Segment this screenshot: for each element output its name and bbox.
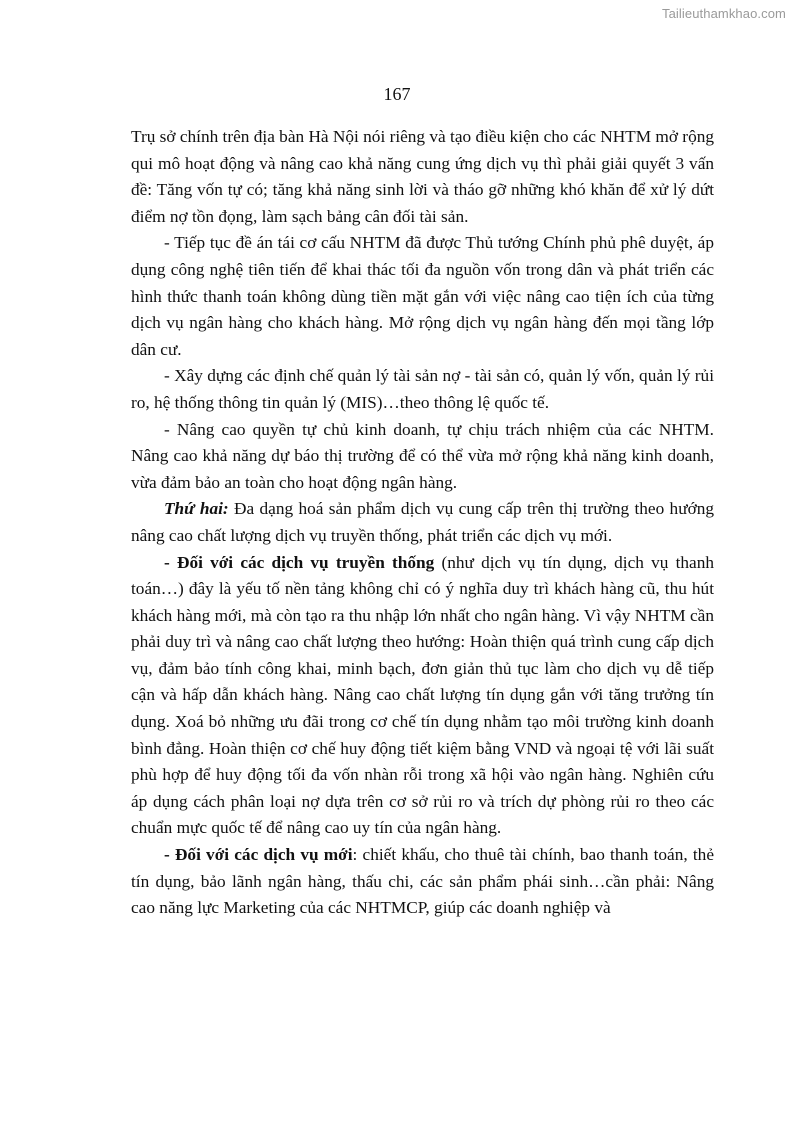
new-services-body: : chiết khấu, cho thuê tài chính, bao thanh toán, thẻ tín dụng, bảo lãnh ngân hàng, thấu chi, các sản phẩm phái sinh…cần phải: Nâng cao năng lực Marketing của các NHTMCP, giúp các doanh nghiệp và: [131, 845, 714, 918]
paragraph-autonomy: - Nâng cao quyền tự chủ kinh doanh, tự chịu trách nhiệm của các NHTM. Nâng cao khả năng dự báo thị trường để có thể vừa mở rộng khả năng kinh doanh, vừa đảm bảo an toàn cho hoạt động ngân hàng.: [131, 419, 714, 492]
paragraph-restructuring: - Tiếp tục đề án tái cơ cấu NHTM đã được Thủ tướng Chính phủ phê duyệt, áp dụng công nghệ tiên tiến để khai thác tối đa nguồn vốn trong dân và phát triển các hình thức thanh toán không dùng tiền mặt gắn với việc nâng cao tiện ích của từng dịch vụ ngân hàng cho khách hàng. Mở rộng dịch vụ ngân hàng đến mọi tầng lớp dân cư.: [131, 233, 714, 359]
paragraph-second-point: [131, 496, 714, 549]
page-number: 167: [383, 84, 411, 104]
document-body: [131, 124, 714, 922]
traditional-services-lead: - Đối với các dịch vụ truyền thống: [164, 552, 435, 572]
second-point-body: Đa dạng hoá sản phẩm dịch vụ cung cấp trên thị trường theo hướng nâng cao chất lượng dịch vụ truyền thống, phát triển các dịch vụ mới.: [131, 499, 714, 545]
second-point-lead: Thứ hai:: [164, 499, 229, 519]
paragraph-asset-liability: - Xây dựng các định chế quản lý tài sản nợ - tài sản có, quản lý vốn, quản lý rủi ro, hệ thống thông tin quản lý (MIS)…theo thông lệ quốc tế.: [131, 366, 714, 412]
paragraph-traditional-services: [131, 550, 714, 843]
watermark: Tailieuthamkhao.com: [661, 6, 786, 21]
traditional-services-body: (như dịch vụ tín dụng, dịch vụ thanh toán…) đây là yếu tố nền tảng không chỉ có ý nghĩa duy trì khách hàng cũ, thu hút khách hàng mới, mà còn tạo ra thu nhập lớn nhất cho ngân hàng. Vì vậy NHTM cần phải duy trì và nâng cao chất lượng theo hướng: Hoàn thiện quá trình cung cấp dịch vụ, đảm bảo tính công khai, minh bạch, đơn giản thủ tục làm cho dịch vụ dễ tiếp cận và hấp dẫn khách hàng. Nâng cao chất lượng tín dụng gắn với tăng trưởng tín dụng. Xoá bỏ những ưu đãi trong cơ chế tín dụng nhằm tạo môi trường kinh doanh bình đẳng. Hoàn thiện cơ chế huy động tiết kiệm bằng VND và ngoại tệ với lãi suất phù hợp để huy động tối đa vốn nhàn rỗi trong xã hội vào ngân hàng. Nghiên cứu áp dụng cách phân loại nợ dựa trên cơ sở rủi ro và trích dự phòng rủi ro theo các chuẩn mực quốc tế để nâng cao uy tín của ngân hàng.: [131, 552, 714, 838]
paragraph-intro: Trụ sở chính trên địa bàn Hà Nội nói riêng và tạo điều kiện cho các NHTM mở rộng qui mô hoạt động và nâng cao khả năng cung ứng dịch vụ thì phải giải quyết 3 vấn đề: Tăng vốn tự có; tăng khả năng sinh lời và tháo gỡ những khó khăn để xử lý dứt điểm nợ tồn đọng, làm sạch bảng cân đối tài sản.: [131, 127, 714, 226]
paragraph-new-services: [131, 842, 714, 922]
new-services-lead: - Đối với các dịch vụ mới: [164, 845, 353, 865]
